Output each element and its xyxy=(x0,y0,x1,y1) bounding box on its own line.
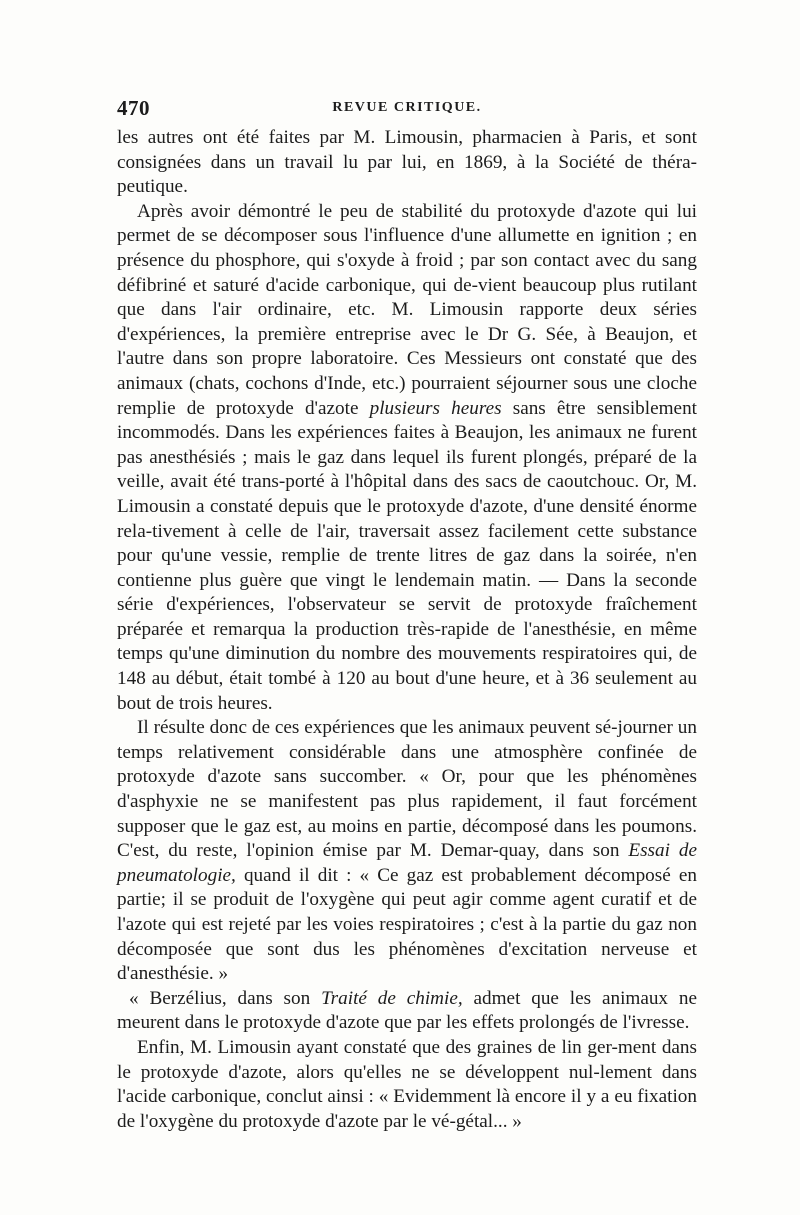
paragraph-5 xyxy=(117,1036,697,1134)
paragraph-3-text: Il résulte donc de ces expériences que les animaux peuvent sé-journer un temps relativement considérable dans une atmosphère confinée de protoxyde d'azote sans succomber. « Or, pour que les phénomènes d'asphyxie ne se manifestent pas plus rapidement, il faut forcément supposer que le gaz est, au moins en partie, décomposé dans les poumons. C'est, du reste, l'opinion émise par M. Demar-quay, dans son xyxy=(117,717,697,862)
paragraph-2-emphasis: plusieurs heures xyxy=(369,397,502,419)
paragraph-2-text-continued: sans être sensiblement incommodés. Dans les expériences faites à Beaujon, les animaux ne furent pas anesthésiés ; mais le gaz dans lequel ils furent plongés, préparé de la veille, avait été trans-porté à l'hôpital dans des sacs de caoutchouc. Or, M. Limousin a constaté depuis que le protoxyde d'azote, d'une densité énorme rela-tivement à celle de l'air, traversait assez facilement cette substance pour qu'une vessie, remplie de trente litres de gaz dans la soirée, n'en contienne plus guère que vingt le lendemain matin. — Dans la seconde série d'expériences, l'observateur se servit de protoxyde fraîchement préparée et remarqua la production très-rapide de l'anesthésie, en même temps qu'une diminution du nombre des mouvements respiratoires qui, de 148 au début, était tombé à 120 au bout d'une heure, et à 36 seulement au bout de trois heures. xyxy=(117,397,697,714)
paragraph-2-text: Après avoir démontré le peu de stabilité du protoxyde d'azote qui lui permet de se décomposer sous l'influence d'une allumette en ignition ; en présence du phosphore, qui s'oxyde à froid ; par son contact avec du sang défibriné et saturé d'acide carbonique, qui de-vient beaucoup plus rutilant que dans l'air ordinaire, etc. M. Limousin rapporte deux séries d'expériences, la première entreprise avec le Dr G. Sée, à Beaujon, et l'autre dans son propre laboratoire. Ces Messieurs ont constaté que des animaux (chats, cochons d'Inde, etc.) pourraient séjourner sous une cloche remplie de protoxyde d'azote xyxy=(117,200,697,419)
running-head xyxy=(117,96,697,122)
paragraph-3-emphasis: Essai de pneumatologie, xyxy=(117,840,697,886)
paragraph-1 xyxy=(117,126,697,200)
paragraph-4-text-continued: admet que les animaux ne meurent dans le protoxyde d'azote que par les effets prolongés de l'ivresse. xyxy=(117,987,697,1034)
paragraph-2 xyxy=(117,200,697,716)
journal-title: REVUE CRITIQUE. xyxy=(332,100,482,115)
body-text xyxy=(117,126,697,1134)
paragraph-1-text: les autres ont été faites par M. Limousin, pharmacien à Paris, et sont consignées dans un travail lu par lui, en 1869, à la Société de théra-peutique. xyxy=(117,127,697,198)
page-number: 470 xyxy=(117,96,150,120)
paragraph-4-text: « Berzélius, dans son xyxy=(129,987,322,1009)
paragraph-3 xyxy=(117,716,697,987)
paragraph-5-text: Enfin, M. Limousin ayant constaté que des graines de lin ger-ment dans le protoxyde d'azote, alors qu'elles ne se développent nul-lement dans l'acide carbonique, conclut ainsi : « Evidemment là encore il y a eu fixation de l'oxygène du protoxyde d'azote par le vé-gétal... » xyxy=(117,1036,697,1132)
paragraph-4-emphasis: Traité de chimie, xyxy=(321,987,463,1009)
paragraph-4 xyxy=(117,987,697,1036)
paragraph-3-text-continued: quand il dit : « Ce gaz est probablement décomposé en partie; il se produit de l'oxygène qui peut agir comme agent curatif et de l'azote qui est rejeté par les voies respiratoires ; c'est à la partie du gaz non décomposée que sont dus les phénomènes d'excitation nerveuse et d'anesthésie. » xyxy=(117,864,697,985)
